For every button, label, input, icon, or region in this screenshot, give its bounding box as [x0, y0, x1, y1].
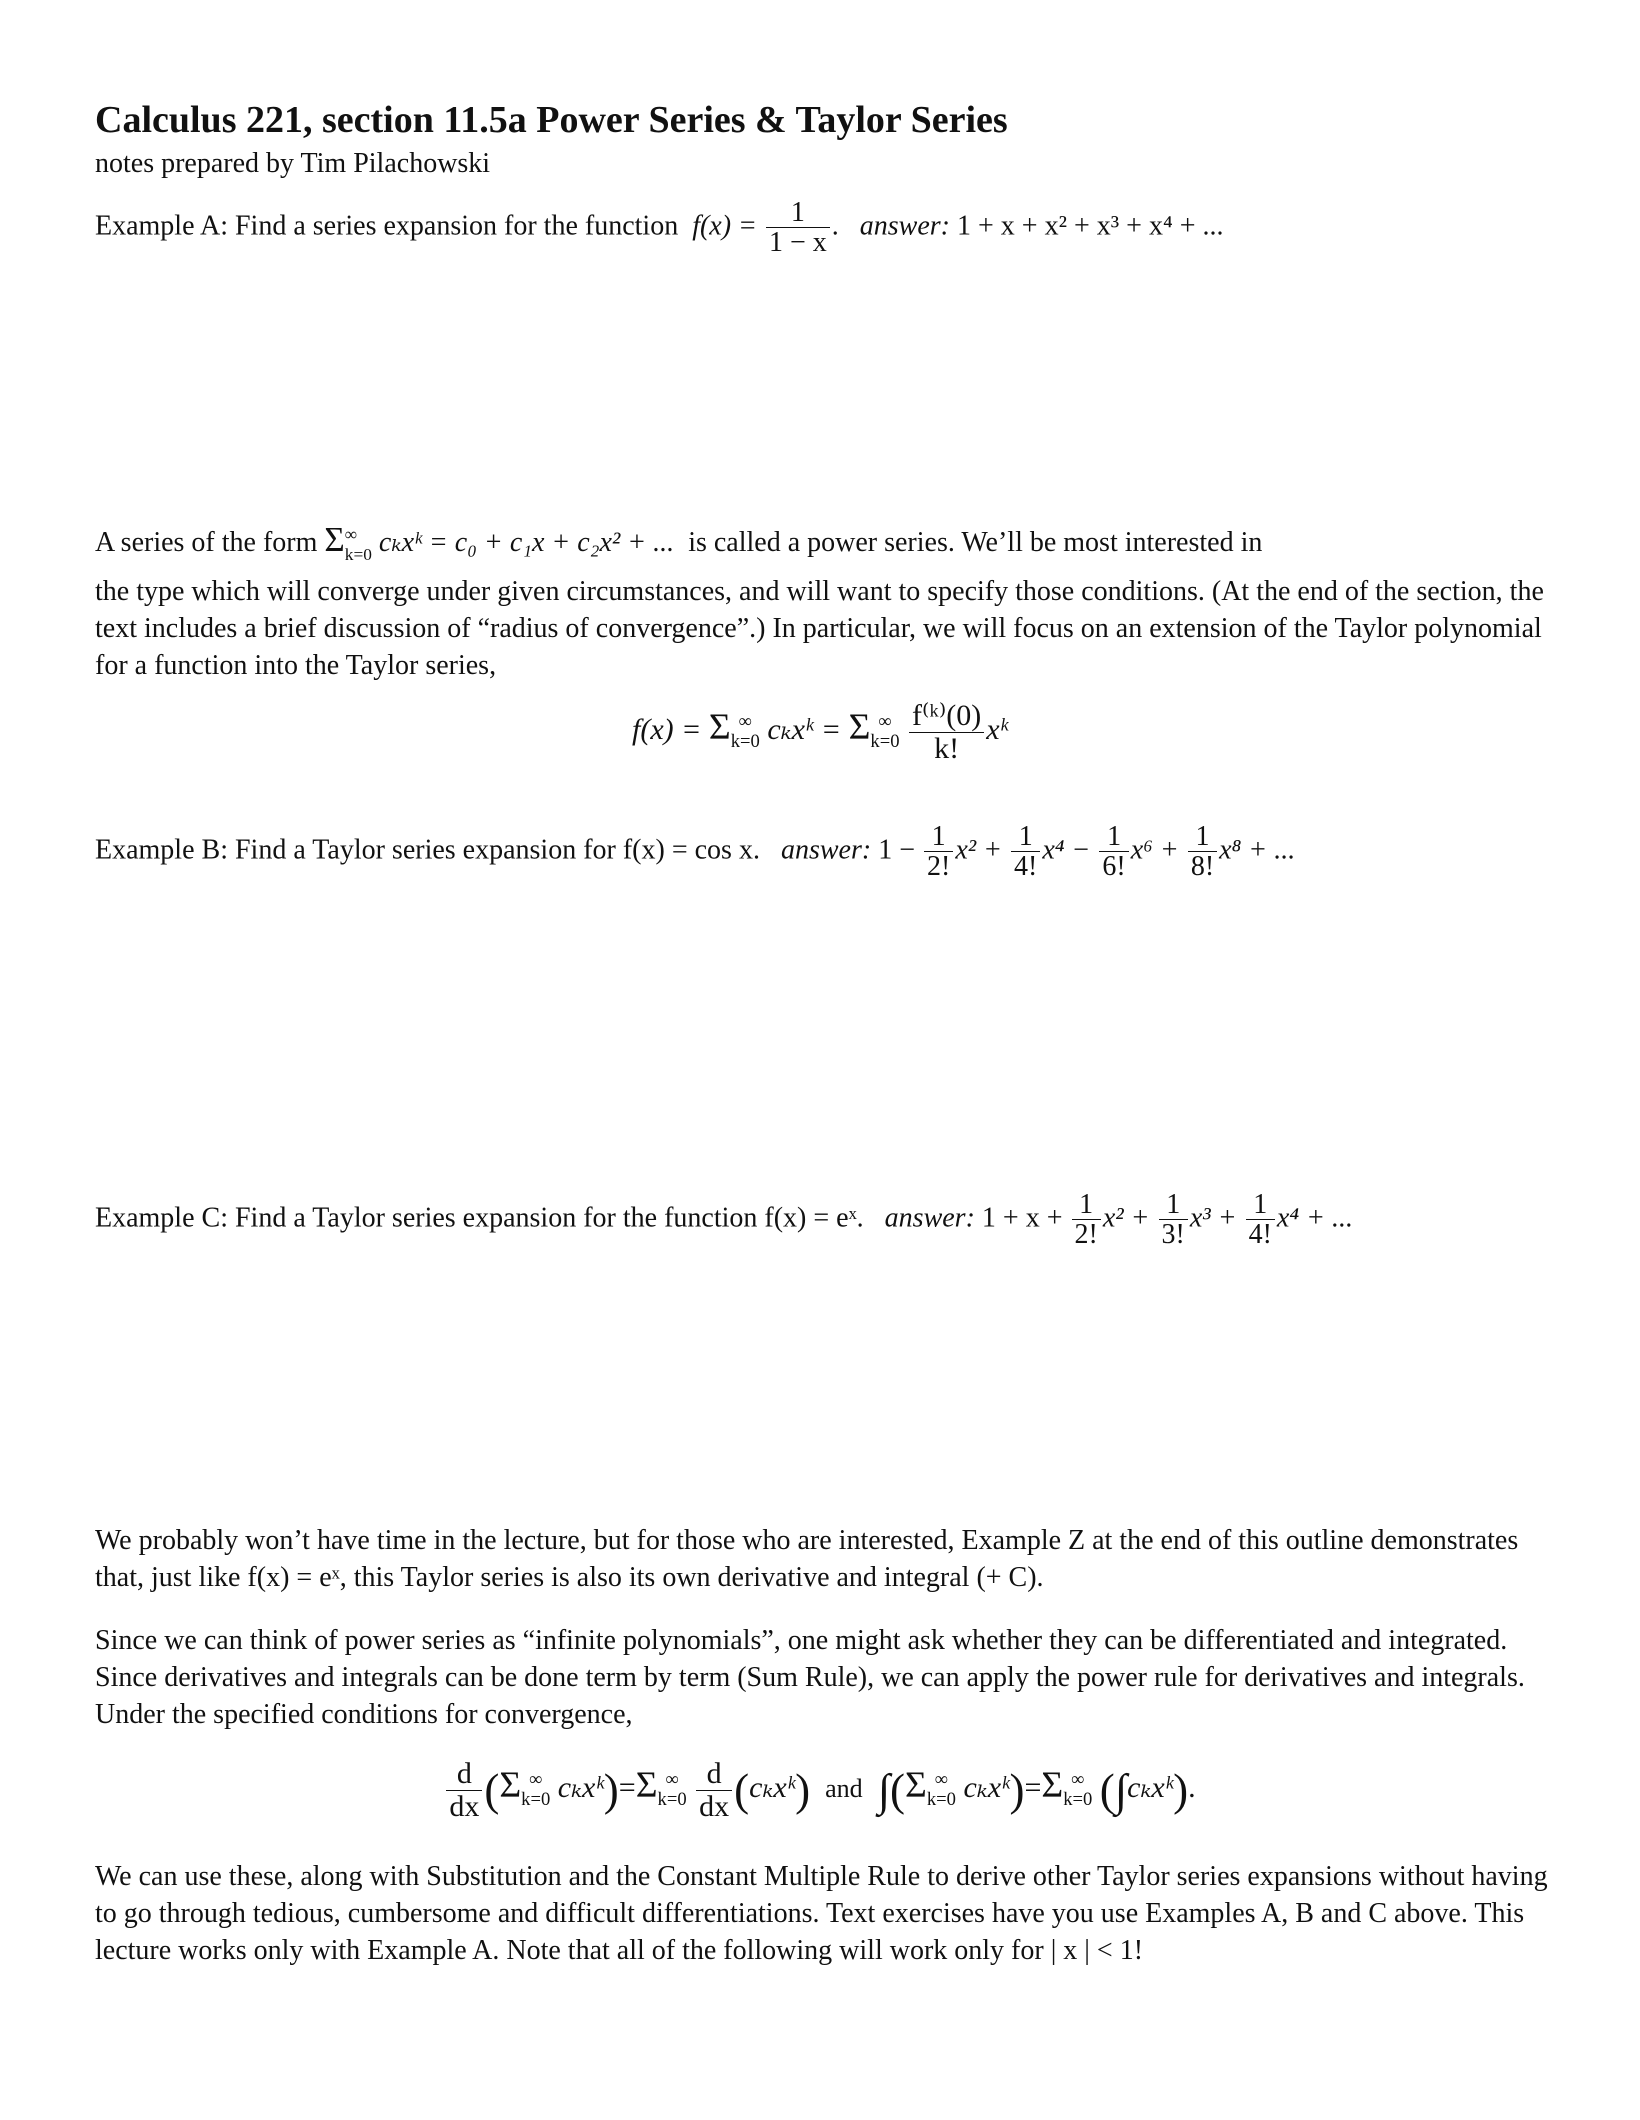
example-a-frac-num: 1 [766, 198, 830, 228]
integral-sign: ∫ [1114, 1765, 1128, 1815]
taylor-tail: xᵏ [986, 712, 1008, 746]
sum-lower: k=0 [521, 1789, 551, 1810]
example-a-fraction [766, 198, 830, 258]
term-power: x⁸ + ... [1219, 834, 1296, 866]
sum-lower: k=0 [870, 731, 900, 752]
example-a-frac-den: 1 − x [768, 227, 827, 259]
d-dx-fraction [696, 1758, 732, 1822]
final-paragraph [95, 1858, 1555, 1969]
term-den: 8! [1190, 851, 1215, 883]
term-den: 2! [926, 851, 951, 883]
sum-limits [658, 1770, 687, 1811]
term-den: 4! [1014, 851, 1038, 883]
d-dx-fraction [446, 1758, 482, 1822]
example-b-answer-label: answer: [780, 834, 872, 866]
example-b [95, 822, 1295, 882]
power-series-body [95, 573, 1555, 684]
final-text: We can use these, along with Substitution and the Constant Multiple Rule to derive other Taylor series expansions without having to go through tedious, cumbersome and difficult differentiations. Text exercises have you use Examples A, B and C above. This lecture works only with Example A. Note that all of the following will work only for | x | < 1! [95, 1861, 1548, 1966]
equals-sign: = [618, 1770, 636, 1804]
integral-sign: ∫ [877, 1765, 891, 1815]
term-den: 3! [1161, 1219, 1185, 1251]
example-c-term-fraction: $\frac{1}{2!}$ [1072, 1190, 1101, 1250]
example-c-prompt: Example C: Find a Taylor series expansion for the function f(x) = eˣ. [95, 1202, 864, 1234]
taylor-mid: cₖxᵏ = [767, 712, 842, 746]
example-a-prompt: Example A: Find a series expansion for the function [95, 210, 679, 242]
sum-upper: ∞ [344, 525, 358, 545]
term-power: x² + [1102, 1202, 1150, 1234]
series-term: cₖxᵏ [963, 1770, 1010, 1804]
sum-upper: ∞ [1071, 1768, 1085, 1790]
power-series-intro [95, 520, 1262, 564]
example-b-term-fraction: $\frac{1}{2!}$ [924, 822, 953, 882]
example-b-term-fraction: $\frac{1}{6!}$ [1099, 822, 1128, 882]
sum-lower: k=0 [1063, 1789, 1093, 1810]
infinite-polynomials-paragraph [95, 1622, 1555, 1733]
infinite-polynomials-text: Since we can think of power series as “infinite polynomials”, one might ask whether they can be differentiated and integrated. Since derivatives and integrals can be done term by term (Sum Rule), we can apply the power rule for derivatives and integrals. Under the specified conditions for convergence, [95, 1625, 1525, 1730]
example-b-answer-lead: 1 − [878, 834, 915, 866]
example-z-paragraph [95, 1522, 1555, 1596]
taylor-frac-den: k! [934, 731, 960, 765]
sigma-symbol: Σ [905, 1764, 927, 1806]
series-term: cₖxᵏ [749, 1770, 796, 1804]
sum-upper: ∞ [934, 1768, 949, 1790]
example-a-answer: 1 + x + x² + x³ + x⁴ + ... [956, 210, 1224, 242]
sum-upper: ∞ [529, 1768, 543, 1790]
term-power: x⁴ − [1042, 834, 1091, 866]
term-power: x² + [955, 834, 1003, 866]
sum-limits [927, 1770, 956, 1811]
sigma-symbol: Σ [848, 706, 871, 748]
sum-lower: k=0 [926, 1789, 956, 1810]
taylor-fraction [909, 700, 984, 764]
sigma-symbol: Σ [324, 520, 345, 559]
taylor-lhs: f(x) = [632, 712, 702, 746]
term-den: 2! [1074, 1219, 1098, 1251]
example-b-term-fraction: $\frac{1}{8!}$ [1188, 822, 1217, 882]
example-a-answer-label: answer: [859, 210, 950, 242]
power-series-term: cₖxᵏ = c₀ + c₁x + c₂x² + ... [378, 527, 675, 558]
and-word: and [825, 1773, 863, 1803]
term-den: 4! [1248, 1219, 1272, 1251]
term-power: x⁴ + ... [1276, 1202, 1353, 1234]
sum-lower: k=0 [657, 1789, 687, 1810]
power-series-lead: A series of the form [95, 527, 318, 558]
example-b-prompt: Example B: Find a Taylor series expansion for f(x) = cos x. [95, 834, 760, 866]
example-c-term-fraction: $\frac{1}{4!}$ [1246, 1190, 1275, 1250]
taylor-frac-num: f⁽ᵏ⁾(0) [909, 700, 984, 733]
d-num: d [696, 1758, 732, 1791]
page-subtitle: notes prepared by Tim Pilachowski [95, 148, 491, 179]
example-b-term-fraction: $\frac{1}{4!}$ [1011, 822, 1040, 882]
example-a-function: f(x) = [692, 210, 757, 242]
d-num: d [446, 1758, 482, 1791]
sigma-symbol: Σ [1041, 1764, 1064, 1806]
sum-upper: ∞ [738, 710, 752, 732]
sum-limits [1063, 1770, 1092, 1811]
series-term: cₖxᵏ [557, 1770, 604, 1804]
sum-upper: ∞ [878, 710, 892, 732]
power-series-body-text: the type which will converge under given circumstances, and will want to specify those conditions. (At the end of the section, the text includes a brief discussion of “radius of convergence”.) In particular, we will focus on an extension of the Taylor polynomial for a function into the Taylor series, [95, 576, 1544, 681]
d-den: dx [449, 1789, 480, 1823]
sum-limits [870, 712, 899, 753]
power-series-trail: is called a power series. We’ll be most interested in [688, 527, 1263, 558]
d-den: dx [699, 1789, 730, 1823]
term-den: 6! [1102, 851, 1126, 883]
term-power: x³ + [1189, 1202, 1237, 1234]
example-c-term-fraction: $\frac{1}{3!}$ [1159, 1190, 1188, 1250]
example-z-text: We probably won’t have time in the lecture, but for those who are interested, Example Z at the end of this outline demonstrates that, just like f(x) = eˣ, this Taylor series is also its own derivative and integral (+ C). [95, 1525, 1519, 1593]
sum-limits [521, 1770, 550, 1811]
derivative-integral-formula: $\frac{d}{dx}$ (Σ ∞ k=0 cₖxᵏ)=Σ ∞ k=0 $\frac{d}{dx}$ (cₖxᵏ) and ∫(Σ ∞ k=0 cₖxᵏ)=Σ ∞ k=0 (∫cₖxᵏ). [0, 1758, 1640, 1822]
sigma-symbol: Σ [708, 706, 731, 748]
sum-limits [345, 525, 372, 563]
sigma-symbol: Σ [635, 1764, 658, 1806]
sum-upper: ∞ [665, 1768, 679, 1790]
page-title: Calculus 221, section 11.5a Power Series & Taylor Series [95, 99, 1008, 141]
term-power: x⁶ + [1130, 834, 1179, 866]
sum-lower: k=0 [344, 544, 372, 564]
sigma-symbol: Σ [499, 1764, 522, 1806]
example-c-answer-label: answer: [884, 1202, 975, 1234]
series-term: cₖxᵏ [1127, 1770, 1174, 1804]
example-c [95, 1190, 1353, 1250]
sum-limits [731, 712, 760, 753]
taylor-formula [0, 700, 1640, 764]
equals-sign: = [1024, 1770, 1042, 1804]
example-a: Example A: Find a series expansion for the function f(x) = $\frac{1}{1 - x}$ . answer: 1 + x + x² + x³ + x⁴ + ... [95, 197, 1224, 259]
example-c-answer-lead: 1 + x + [981, 1202, 1063, 1234]
sum-lower: k=0 [730, 731, 760, 752]
